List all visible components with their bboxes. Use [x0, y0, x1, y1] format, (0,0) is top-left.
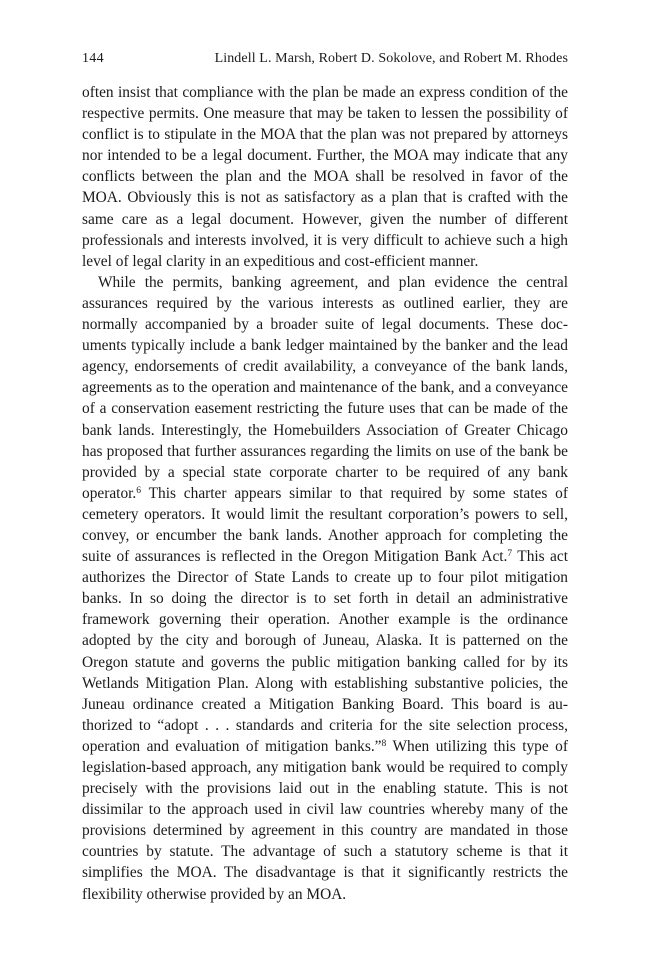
page-number: 144 [82, 51, 104, 66]
footnote-ref-6: 6 [136, 484, 142, 496]
paragraph-continued: often insist that compliance with the plan be made an express condition of the respective permits. One measure that may be taken to lessen the possibility of conflict is to stipulate in the MOA that the plan was not prepared by attorneys nor intended to be a legal document. Further, the MOA may indicate that any conflicts between the plan and the MOA shall be resolved in favor of the MOA. Obviously this is not as satisfactory as a plan that is crafted with the same care as a legal document. However, given the number of different professionals and interests involved, it is very difficult to achieve such a high level of legal clarity in an expeditious and cost-efficient manner. [82, 84, 568, 270]
body-text [82, 82, 568, 905]
paragraph-segment: While the permits, banking agreement, and plan evidence the central assurances required by the various interests as outlined earlier, they are normally accompanied by a broader suite of legal documents. These documents typically include a bank ledger maintained by the banker and the lead agency, endorsements of credit availability, a conveyance of the bank lands, agreements as to the operation and maintenance of the bank, and a conveyance of a conservation easement restricting the future uses that can be made of the bank lands. Interestingly, the Homebuilders Association of Greater Chicago has proposed that further assurances regarding the limits on use of the bank be provided by a special state corporate charter to be required of any bank operator. [82, 273, 568, 502]
footnote-ref-8: 8 [381, 737, 387, 749]
footnote-ref-7: 7 [507, 547, 513, 559]
paragraph-segment: This charter appears similar to that required by some states of cemetery operators. It would limit the resultant corporation’s powers to sell, convey, or encumber the bank lands. Another approach for completing the suite of assurances is reflected in the Oregon Mitigation Bank Act. [82, 484, 568, 566]
paragraph-segment: When utilizing this type of legislation-based approach, any mitigation bank would be required to comply precisely with the provisions laid out in the enabling statute. This is not dissimilar to the approach used in civil law countries whereby many of the provisions determined by agreement in this country are mandated in those countries by statute. The advantage of such a statutory scheme is that it simplifies the MOA. The disadvantage is that it significantly restricts the flexibility otherwise provided by an MOA. [82, 737, 568, 903]
running-head-authors: Lindell L. Marsh, Robert D. Sokolove, and Robert M. Rhodes [214, 51, 568, 66]
book-page [82, 50, 568, 905]
paragraph-assurances [82, 272, 568, 905]
paragraph-segment: This act authorizes the Director of State Lands to create up to four pilot mitigation banks. In so doing the director is to set forth in detail an administrative framework governing their operation. Another example is the ordinance adopted by the city and borough of Juneau, Alaska. It is patterned on the Oregon statute and governs the public mitigation banking called for by its Wetlands Mitigation Plan. Along with establishing substantive policies, the Juneau ordinance created a Mitigation Banking Board. This board is authorized to “adopt . . . standards and criteria for the site selection process, operation and evaluation of mitigation banks.” [82, 548, 568, 755]
running-head [82, 50, 568, 68]
